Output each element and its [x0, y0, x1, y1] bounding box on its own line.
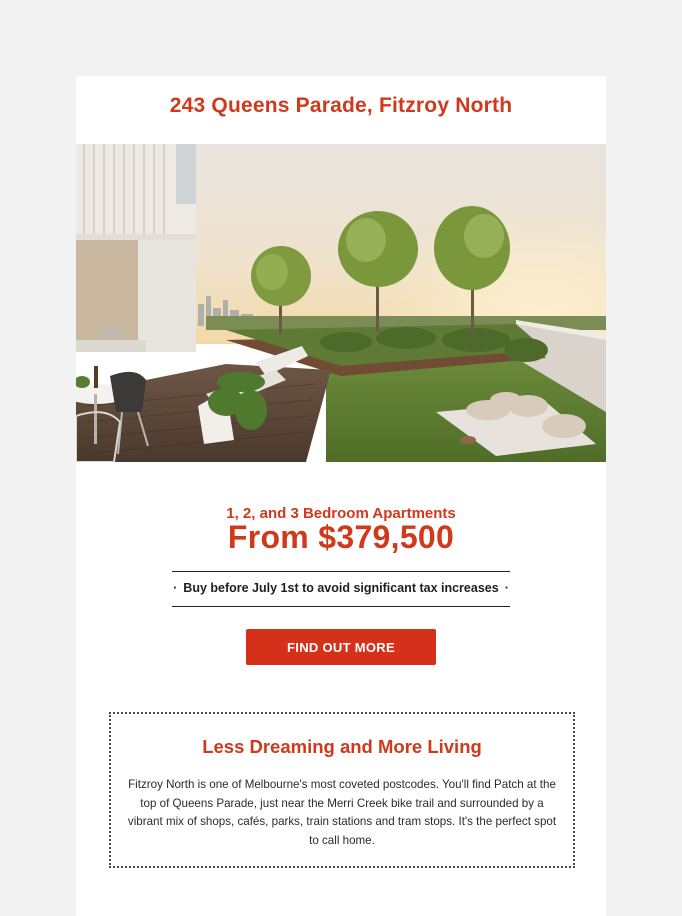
apartment-types: 1, 2, and 3 Bedroom Apartments — [226, 505, 456, 522]
divider-top — [172, 571, 510, 572]
feature-body: Fitzroy North is one of Melbourne's most coveted postcodes. You'll find Patch at the top of Queens Parade, just near the Merri Creek bike trail and surrounded by a vibrant mix of shops, cafés, parks, train stations and tram stops. It's the perfect spot to call home. — [127, 778, 557, 847]
bullet-right: · — [504, 581, 509, 595]
rooftop-garden-image — [76, 144, 606, 462]
find-out-more-button[interactable]: FIND OUT MORE — [246, 629, 436, 665]
bullet-left: · — [173, 581, 178, 595]
feature-box — [109, 712, 575, 868]
divider-bottom — [172, 606, 510, 607]
email-card — [76, 76, 606, 916]
price-headline: From $379,500 — [227, 519, 455, 555]
tax-notice-text: Buy before July 1st to avoid significant tax increases — [183, 581, 499, 595]
feature-title: Less Dreaming and More Living — [202, 736, 482, 757]
tax-notice — [76, 581, 606, 595]
page-title: 243 Queens Parade, Fitzroy North — [169, 94, 513, 117]
